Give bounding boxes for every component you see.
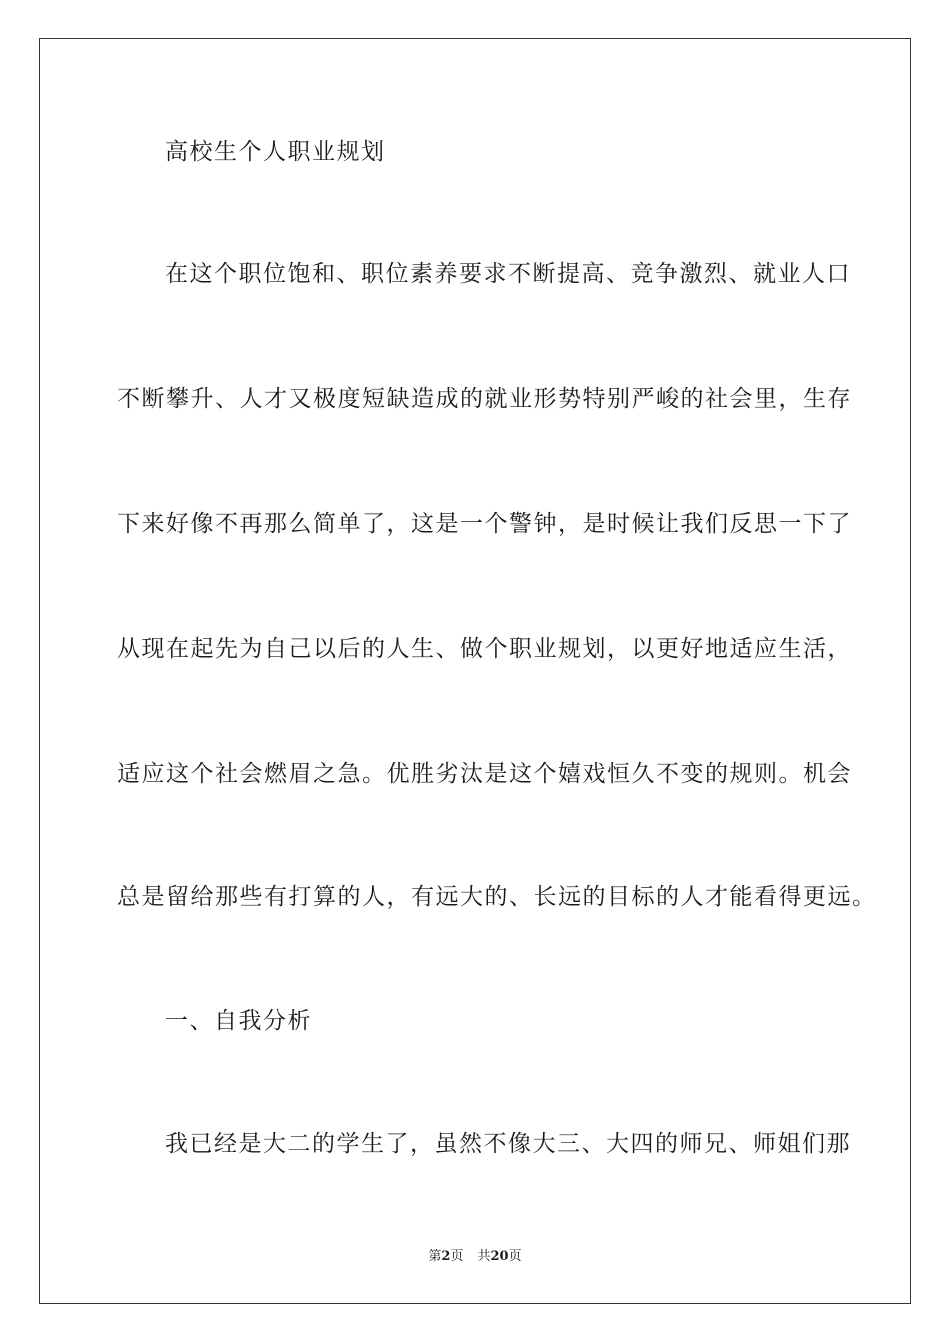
page-footer: [0, 1248, 950, 1266]
footer-total-suffix: 页: [508, 1249, 522, 1264]
paragraph-1-line-3: 下来好像不再那么简单了，这是一个警钟，是时候让我们反思一下了: [117, 511, 852, 537]
footer-total-prefix: 共: [477, 1249, 491, 1264]
paragraph-1-line-2: 不断攀升、人才又极度短缺造成的就业形势特别严峻的社会里，生存: [117, 386, 852, 412]
section-heading: 一、自我分析: [165, 1008, 312, 1034]
footer-page-current: 2: [441, 1249, 451, 1264]
paragraph-2-line-1: 我已经是大二的学生了，虽然不像大三、大四的师兄、师姐们那: [165, 1131, 851, 1157]
paragraph-1-line-6: 总是留给那些有打算的人，有远大的、长远的目标的人才能看得更远。: [117, 884, 877, 910]
paragraph-1-line-1: 在这个职位饱和、职位素养要求不断提高、竞争激烈、就业人口: [165, 261, 851, 287]
paragraph-1-line-4: 从现在起先为自己以后的人生、做个职业规划，以更好地适应生活，: [117, 636, 852, 662]
footer-page-prefix: 第: [428, 1249, 442, 1264]
footer-page-total: 20: [490, 1249, 509, 1264]
document-title: 高校生个人职业规划: [165, 139, 386, 165]
footer-page-suffix: 页: [450, 1249, 464, 1264]
page-border: [39, 38, 911, 1304]
paragraph-1-line-5: 适应这个社会燃眉之急。优胜劣汰是这个嬉戏恒久不变的规则。机会: [117, 761, 852, 787]
